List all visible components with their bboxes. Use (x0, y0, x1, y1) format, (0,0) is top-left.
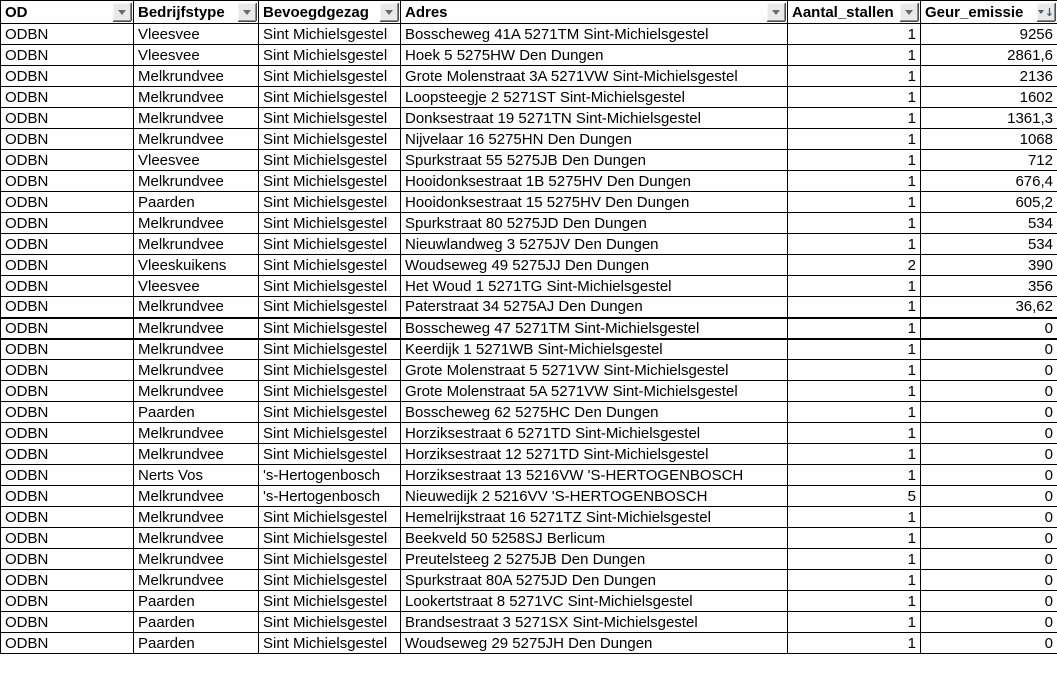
cell-adres[interactable]: Hoek 5 5275HW Den Dungen (401, 45, 788, 66)
cell-od[interactable]: ODBN (1, 507, 134, 528)
cell-bedrijfstype[interactable]: Melkrundvee (134, 339, 259, 360)
cell-geur_emissie[interactable]: 534 (921, 234, 1057, 255)
cell-geur_emissie[interactable]: 0 (921, 360, 1057, 381)
cell-adres[interactable]: Het Woud 1 5271TG Sint-Michielsgestel (401, 276, 788, 297)
cell-od[interactable]: ODBN (1, 402, 134, 423)
cell-geur_emissie[interactable]: 0 (921, 633, 1057, 654)
table-row (1, 45, 1057, 66)
cell-geur_emissie[interactable]: 0 (921, 381, 1057, 402)
column-header-aantal-stallen (788, 1, 921, 24)
cell-od[interactable]: ODBN (1, 339, 134, 360)
cell-od[interactable]: ODBN (1, 570, 134, 591)
cell-bedrijfstype[interactable]: Melkrundvee (134, 507, 259, 528)
cell-geur_emissie[interactable]: 356 (921, 276, 1057, 297)
table-row (1, 24, 1057, 45)
column-header-od (1, 1, 134, 24)
cell-bevoegdgezag[interactable]: Sint Michielsgestel (259, 591, 401, 612)
table-row (1, 213, 1057, 234)
cell-bevoegdgezag[interactable]: Sint Michielsgestel (259, 192, 401, 213)
cell-aantal_stallen[interactable]: 1 (788, 381, 921, 402)
cell-aantal_stallen[interactable]: 1 (788, 570, 921, 591)
cell-bedrijfstype[interactable]: Melkrundvee (134, 360, 259, 381)
cell-aantal_stallen[interactable]: 1 (788, 402, 921, 423)
cell-bedrijfstype[interactable]: Vleeskuikens (134, 255, 259, 276)
table-row (1, 66, 1057, 87)
cell-bedrijfstype[interactable]: Melkrundvee (134, 486, 259, 507)
table-row (1, 423, 1057, 444)
cell-aantal_stallen[interactable]: 1 (788, 549, 921, 570)
cell-geur_emissie[interactable]: 0 (921, 444, 1057, 465)
table-row (1, 129, 1057, 150)
cell-adres[interactable]: Woudseweg 29 5275JH Den Dungen (401, 633, 788, 654)
cell-geur_emissie[interactable]: 712 (921, 150, 1057, 171)
cell-aantal_stallen[interactable]: 1 (788, 108, 921, 129)
table-row (1, 507, 1057, 528)
cell-adres[interactable]: Spurkstraat 80A 5275JD Den Dungen (401, 570, 788, 591)
cell-aantal_stallen[interactable]: 1 (788, 234, 921, 255)
table-row (1, 108, 1057, 129)
cell-bedrijfstype[interactable]: Melkrundvee (134, 381, 259, 402)
table-row (1, 276, 1057, 297)
cell-geur_emissie[interactable]: 0 (921, 402, 1057, 423)
cell-aantal_stallen[interactable]: 1 (788, 591, 921, 612)
header-row (1, 1, 1057, 24)
cell-bedrijfstype[interactable]: Melkrundvee (134, 423, 259, 444)
cell-geur_emissie[interactable]: 2861,6 (921, 45, 1057, 66)
cell-aantal_stallen[interactable]: 1 (788, 192, 921, 213)
cell-od[interactable]: ODBN (1, 66, 134, 87)
cell-bevoegdgezag[interactable]: Sint Michielsgestel (259, 87, 401, 108)
cell-aantal_stallen[interactable]: 2 (788, 255, 921, 276)
filter-button-bedrijfstype[interactable] (238, 3, 256, 21)
cell-od[interactable]: ODBN (1, 360, 134, 381)
table-row (1, 192, 1057, 213)
cell-bevoegdgezag[interactable]: Sint Michielsgestel (259, 213, 401, 234)
cell-bevoegdgezag[interactable]: Sint Michielsgestel (259, 255, 401, 276)
cell-geur_emissie[interactable]: 0 (921, 486, 1057, 507)
cell-od[interactable]: ODBN (1, 45, 134, 66)
cell-geur_emissie[interactable]: 0 (921, 612, 1057, 633)
filter-button-geur-emissie[interactable] (1037, 3, 1055, 21)
cell-adres[interactable]: Grote Molenstraat 3A 5271VW Sint-Michielsgestel (401, 66, 788, 87)
cell-geur_emissie[interactable]: 605,2 (921, 192, 1057, 213)
cell-od[interactable]: ODBN (1, 87, 134, 108)
cell-bedrijfstype[interactable]: Melkrundvee (134, 66, 259, 87)
cell-bevoegdgezag[interactable]: Sint Michielsgestel (259, 234, 401, 255)
cell-bevoegdgezag[interactable]: Sint Michielsgestel (259, 423, 401, 444)
cell-od[interactable]: ODBN (1, 318, 134, 339)
cell-adres[interactable]: Grote Molenstraat 5A 5271VW Sint-Michielsgestel (401, 381, 788, 402)
cell-od[interactable]: ODBN (1, 528, 134, 549)
cell-bedrijfstype[interactable]: Melkrundvee (134, 213, 259, 234)
cell-od[interactable]: ODBN (1, 192, 134, 213)
cell-adres[interactable]: Spurkstraat 55 5275JB Den Dungen (401, 150, 788, 171)
cell-adres[interactable]: Grote Molenstraat 5 5271VW Sint-Michielsgestel (401, 360, 788, 381)
cell-od[interactable]: ODBN (1, 633, 134, 654)
filter-button-adres[interactable] (767, 3, 785, 21)
sort-descending-filter-icon: ↓ (1038, 7, 1054, 18)
filter-dropdown-icon (385, 10, 393, 15)
cell-bedrijfstype[interactable]: Vleesvee (134, 24, 259, 45)
cell-bedrijfstype[interactable]: Melkrundvee (134, 129, 259, 150)
cell-od[interactable]: ODBN (1, 297, 134, 318)
cell-aantal_stallen[interactable]: 1 (788, 150, 921, 171)
cell-aantal_stallen[interactable]: 1 (788, 360, 921, 381)
cell-aantal_stallen[interactable]: 1 (788, 87, 921, 108)
cell-bevoegdgezag[interactable]: Sint Michielsgestel (259, 171, 401, 192)
cell-od[interactable]: ODBN (1, 465, 134, 486)
cell-adres[interactable]: Preutelsteeg 2 5275JB Den Dungen (401, 549, 788, 570)
cell-aantal_stallen[interactable]: 1 (788, 465, 921, 486)
cell-aantal_stallen[interactable]: 1 (788, 528, 921, 549)
cell-aantal_stallen[interactable]: 1 (788, 213, 921, 234)
cell-adres[interactable]: Brandsestraat 3 5271SX Sint-Michielsgestel (401, 612, 788, 633)
cell-aantal_stallen[interactable]: 1 (788, 633, 921, 654)
cell-bevoegdgezag[interactable]: Sint Michielsgestel (259, 339, 401, 360)
cell-geur_emissie[interactable]: 676,4 (921, 171, 1057, 192)
cell-geur_emissie[interactable]: 0 (921, 549, 1057, 570)
cell-bevoegdgezag[interactable]: Sint Michielsgestel (259, 528, 401, 549)
cell-geur_emissie[interactable]: 534 (921, 213, 1057, 234)
cell-geur_emissie[interactable]: 390 (921, 255, 1057, 276)
cell-adres[interactable]: Nieuwedijk 2 5216VV 'S-HERTOGENBOSCH (401, 486, 788, 507)
column-header-label: Adres (405, 3, 448, 21)
cell-adres[interactable]: Horziksestraat 13 5216VW 'S-HERTOGENBOSCH (401, 465, 788, 486)
table-row (1, 591, 1057, 612)
cell-adres[interactable]: Hooidonksestraat 15 5275HV Den Dungen (401, 192, 788, 213)
cell-bedrijfstype[interactable]: Melkrundvee (134, 549, 259, 570)
cell-bedrijfstype[interactable]: Melkrundvee (134, 108, 259, 129)
cell-aantal_stallen[interactable]: 1 (788, 66, 921, 87)
table-row (1, 444, 1057, 465)
cell-bevoegdgezag[interactable]: Sint Michielsgestel (259, 108, 401, 129)
cell-bedrijfstype[interactable]: Melkrundvee (134, 234, 259, 255)
table-row (1, 549, 1057, 570)
cell-od[interactable]: ODBN (1, 213, 134, 234)
cell-bedrijfstype[interactable]: Melkrundvee (134, 297, 259, 318)
column-header-bedrijfstype (134, 1, 259, 24)
cell-bevoegdgezag[interactable]: Sint Michielsgestel (259, 318, 401, 339)
cell-od[interactable]: ODBN (1, 24, 134, 45)
table-row (1, 255, 1057, 276)
table-row (1, 318, 1057, 339)
cell-bevoegdgezag[interactable]: 's-Hertogenbosch (259, 486, 401, 507)
cell-bevoegdgezag[interactable]: Sint Michielsgestel (259, 297, 401, 318)
cell-adres[interactable]: Horziksestraat 12 5271TD Sint-Michielsgestel (401, 444, 788, 465)
table-row (1, 381, 1057, 402)
cell-adres[interactable]: Hooidonksestraat 1B 5275HV Den Dungen (401, 171, 788, 192)
column-header-label: Bevoegdgezag (263, 3, 369, 21)
filter-button-bevoegdgezag[interactable] (380, 3, 398, 21)
table-row (1, 633, 1057, 654)
filter-dropdown-icon (905, 10, 913, 15)
cell-bevoegdgezag[interactable]: 's-Hertogenbosch (259, 465, 401, 486)
cell-aantal_stallen[interactable]: 1 (788, 444, 921, 465)
column-header-label: Aantal_stallen (792, 3, 894, 21)
cell-od[interactable]: ODBN (1, 171, 134, 192)
cell-od[interactable]: ODBN (1, 255, 134, 276)
cell-adres[interactable]: Hemelrijkstraat 16 5271TZ Sint-Michielsgestel (401, 507, 788, 528)
cell-bedrijfstype[interactable]: Melkrundvee (134, 318, 259, 339)
table-row (1, 150, 1057, 171)
cell-adres[interactable]: Woudseweg 49 5275JJ Den Dungen (401, 255, 788, 276)
cell-adres[interactable]: Donksestraat 19 5271TN Sint-Michielsgestel (401, 108, 788, 129)
cell-geur_emissie[interactable]: 0 (921, 570, 1057, 591)
table-row (1, 528, 1057, 549)
cell-adres[interactable]: Beekveld 50 5258SJ Berlicum (401, 528, 788, 549)
cell-aantal_stallen[interactable]: 1 (788, 171, 921, 192)
cell-bevoegdgezag[interactable]: Sint Michielsgestel (259, 570, 401, 591)
table-row (1, 171, 1057, 192)
cell-od[interactable]: ODBN (1, 381, 134, 402)
cell-geur_emissie[interactable]: 1361,3 (921, 108, 1057, 129)
cell-bevoegdgezag[interactable]: Sint Michielsgestel (259, 549, 401, 570)
table-row (1, 87, 1057, 108)
cell-geur_emissie[interactable]: 0 (921, 318, 1057, 339)
cell-aantal_stallen[interactable]: 1 (788, 276, 921, 297)
cell-geur_emissie[interactable]: 0 (921, 339, 1057, 360)
table-row (1, 339, 1057, 360)
cell-od[interactable]: ODBN (1, 108, 134, 129)
table-row (1, 402, 1057, 423)
cell-adres[interactable]: Loopsteegje 2 5271ST Sint-Michielsgestel (401, 87, 788, 108)
table-row (1, 297, 1057, 318)
cell-od[interactable]: ODBN (1, 549, 134, 570)
table-row (1, 612, 1057, 633)
column-header-label: OD (5, 3, 28, 21)
cell-bedrijfstype[interactable]: Nerts Vos (134, 465, 259, 486)
cell-aantal_stallen[interactable]: 1 (788, 423, 921, 444)
cell-bedrijfstype[interactable]: Melkrundvee (134, 570, 259, 591)
cell-geur_emissie[interactable]: 0 (921, 507, 1057, 528)
cell-od[interactable]: ODBN (1, 129, 134, 150)
cell-od[interactable]: ODBN (1, 150, 134, 171)
table-body (1, 24, 1057, 654)
cell-adres[interactable]: Bosscheweg 62 5275HC Den Dungen (401, 402, 788, 423)
cell-geur_emissie[interactable]: 1602 (921, 87, 1057, 108)
column-header-label: Geur_emissie (925, 3, 1024, 21)
cell-adres[interactable]: Paterstraat 34 5275AJ Den Dungen (401, 297, 788, 318)
table-row (1, 486, 1057, 507)
column-header-geur-emissie (921, 1, 1057, 24)
cell-aantal_stallen[interactable]: 1 (788, 297, 921, 318)
column-header-bevoegdgezag (259, 1, 401, 24)
cell-od[interactable]: ODBN (1, 591, 134, 612)
column-header-adres (401, 1, 788, 24)
cell-geur_emissie[interactable]: 1068 (921, 129, 1057, 150)
cell-aantal_stallen[interactable]: 1 (788, 129, 921, 150)
cell-bevoegdgezag[interactable]: Sint Michielsgestel (259, 150, 401, 171)
filter-dropdown-icon (772, 10, 780, 15)
cell-bedrijfstype[interactable]: Paarden (134, 402, 259, 423)
cell-bevoegdgezag[interactable]: Sint Michielsgestel (259, 66, 401, 87)
cell-bedrijfstype[interactable]: Paarden (134, 591, 259, 612)
cell-geur_emissie[interactable]: 36,62 (921, 297, 1057, 318)
cell-bevoegdgezag[interactable]: Sint Michielsgestel (259, 24, 401, 45)
cell-adres[interactable]: Horziksestraat 6 5271TD Sint-Michielsgestel (401, 423, 788, 444)
cell-adres[interactable]: Spurkstraat 80 5275JD Den Dungen (401, 213, 788, 234)
cell-adres[interactable]: Nieuwlandweg 3 5275JV Den Dungen (401, 234, 788, 255)
column-header-label: Bedrijfstype (138, 3, 225, 21)
table-row (1, 465, 1057, 486)
cell-aantal_stallen[interactable]: 5 (788, 486, 921, 507)
cell-bevoegdgezag[interactable]: Sint Michielsgestel (259, 402, 401, 423)
cell-aantal_stallen[interactable]: 1 (788, 318, 921, 339)
cell-adres[interactable]: Keerdijk 1 5271WB Sint-Michielsgestel (401, 339, 788, 360)
cell-bevoegdgezag[interactable]: Sint Michielsgestel (259, 612, 401, 633)
cell-bevoegdgezag[interactable]: Sint Michielsgestel (259, 360, 401, 381)
cell-geur_emissie[interactable]: 2136 (921, 66, 1057, 87)
table-row (1, 234, 1057, 255)
cell-aantal_stallen[interactable]: 1 (788, 339, 921, 360)
cell-adres[interactable]: Lookertstraat 8 5271VC Sint-Michielsgestel (401, 591, 788, 612)
cell-od[interactable]: ODBN (1, 612, 134, 633)
cell-aantal_stallen[interactable]: 1 (788, 24, 921, 45)
cell-bevoegdgezag[interactable]: Sint Michielsgestel (259, 381, 401, 402)
cell-bedrijfstype[interactable]: Vleesvee (134, 150, 259, 171)
table-row (1, 360, 1057, 381)
cell-adres[interactable]: Bosscheweg 41A 5271TM Sint-Michielsgestel (401, 24, 788, 45)
cell-bedrijfstype[interactable]: Paarden (134, 192, 259, 213)
cell-bevoegdgezag[interactable]: Sint Michielsgestel (259, 129, 401, 150)
cell-od[interactable]: ODBN (1, 444, 134, 465)
filter-button-od[interactable] (113, 3, 131, 21)
cell-bedrijfstype[interactable]: Melkrundvee (134, 528, 259, 549)
cell-bevoegdgezag[interactable]: Sint Michielsgestel (259, 45, 401, 66)
cell-adres[interactable]: Bosscheweg 47 5271TM Sint-Michielsgestel (401, 318, 788, 339)
filter-dropdown-icon (243, 10, 251, 15)
cell-bevoegdgezag[interactable]: Sint Michielsgestel (259, 633, 401, 654)
cell-bedrijfstype[interactable]: Paarden (134, 633, 259, 654)
cell-geur_emissie[interactable]: 0 (921, 591, 1057, 612)
cell-aantal_stallen[interactable]: 1 (788, 507, 921, 528)
cell-bevoegdgezag[interactable]: Sint Michielsgestel (259, 276, 401, 297)
cell-aantal_stallen[interactable]: 1 (788, 612, 921, 633)
cell-geur_emissie[interactable]: 0 (921, 423, 1057, 444)
filter-button-aantal-stallen[interactable] (900, 3, 918, 21)
table-row (1, 570, 1057, 591)
cell-od[interactable]: ODBN (1, 486, 134, 507)
cell-bevoegdgezag[interactable]: Sint Michielsgestel (259, 507, 401, 528)
cell-geur_emissie[interactable]: 9256 (921, 24, 1057, 45)
cell-od[interactable]: ODBN (1, 276, 134, 297)
cell-bedrijfstype[interactable]: Vleesvee (134, 45, 259, 66)
cell-geur_emissie[interactable]: 0 (921, 528, 1057, 549)
cell-od[interactable]: ODBN (1, 423, 134, 444)
cell-bedrijfstype[interactable]: Vleesvee (134, 276, 259, 297)
cell-bedrijfstype[interactable]: Melkrundvee (134, 87, 259, 108)
cell-bevoegdgezag[interactable]: Sint Michielsgestel (259, 444, 401, 465)
cell-bedrijfstype[interactable]: Paarden (134, 612, 259, 633)
cell-bedrijfstype[interactable]: Melkrundvee (134, 444, 259, 465)
cell-bedrijfstype[interactable]: Melkrundvee (134, 171, 259, 192)
filter-dropdown-icon (118, 10, 126, 15)
cell-geur_emissie[interactable]: 0 (921, 465, 1057, 486)
cell-adres[interactable]: Nijvelaar 16 5275HN Den Dungen (401, 129, 788, 150)
cell-od[interactable]: ODBN (1, 234, 134, 255)
cell-aantal_stallen[interactable]: 1 (788, 45, 921, 66)
